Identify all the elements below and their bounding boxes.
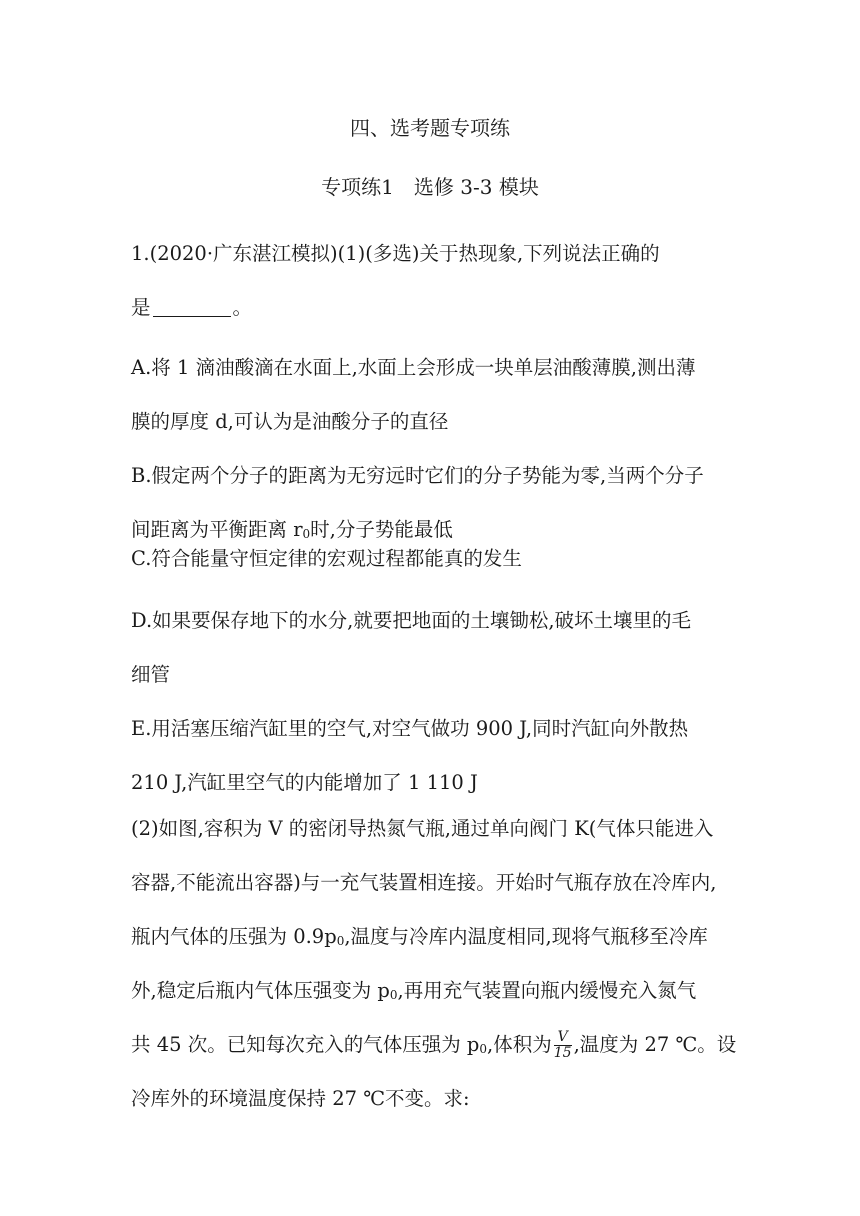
fraction-numerator: V — [554, 1030, 572, 1046]
subscript-zero: 0 — [479, 1042, 488, 1056]
subscript-zero: 0 — [302, 527, 311, 541]
question-stem — [131, 227, 741, 335]
section-title: 四、选考题专项练 — [350, 116, 510, 140]
option-a-line1: A.将 1 滴油酸滴在水面上,水面上会形成一块单层油酸薄膜,测出薄 — [131, 356, 696, 379]
option-e-line1: E.用活塞压缩汽缸里的空气,对空气做功 900 J,同时汽缸向外散热 — [131, 717, 689, 740]
option-c — [131, 532, 741, 586]
subscript-zero: 0 — [389, 988, 398, 1002]
question-stem-line2 — [131, 281, 741, 335]
part-2-line5-prefix: 共 45 次。已知每次充入的气体压强为 p — [131, 1033, 480, 1056]
question-stem-line1: 1.(2020·广东湛江模拟)(1)(多选)关于热现象,下列说法正确的 — [131, 242, 660, 265]
part-2-line3-suffix: ,温度与冷库内温度相同,现将气瓶移至冷库 — [344, 925, 708, 948]
part-2 — [131, 802, 741, 1126]
subsection-title: 专项练1 选修 3-3 模块 — [321, 175, 539, 199]
answer-blank — [153, 296, 231, 317]
option-c-line1: C.符合能量守恒定律的宏观过程都能真的发生 — [131, 547, 522, 570]
option-d — [131, 594, 741, 702]
part-2-line4 — [131, 964, 741, 1018]
option-e-line2: 210 J,汽缸里空气的内能增加了 1 110 J — [131, 771, 478, 794]
option-e — [131, 702, 741, 810]
volume-fraction — [554, 1030, 572, 1061]
stem-prefix: 是 — [131, 296, 151, 319]
part-2-line4-suffix: ,再用充气装置向瓶内缓慢充入氮气 — [397, 979, 697, 1002]
part-2-line5-suffix: ,温度为 27 ℃。设 — [573, 1033, 737, 1056]
option-a-line2: 膜的厚度 d,可认为是油酸分子的直径 — [131, 410, 449, 433]
part-2-line6: 冷库外的环境温度保持 27 ℃不变。求: — [131, 1087, 470, 1110]
part-2-line3 — [131, 910, 741, 964]
option-d-line1: D.如果要保存地下的水分,就要把地面的土壤锄松,破坏土壤里的毛 — [131, 609, 692, 632]
stem-suffix: 。 — [232, 296, 253, 319]
subscript-zero: 0 — [336, 934, 345, 948]
part-2-line5 — [131, 1018, 741, 1072]
part-2-line1: (2)如图,容积为 V 的密闭导热氮气瓶,通过单向阀门 K(气体只能进入 — [131, 817, 714, 840]
option-a — [131, 341, 741, 449]
option-b-line2-prefix: 间距离为平衡距离 r — [131, 518, 303, 541]
fraction-denominator: 15 — [553, 1045, 572, 1061]
part-2-line4-prefix: 外,稳定后瓶内气体压强变为 p — [131, 979, 390, 1002]
option-b-line2-suffix: 时,分子势能最低 — [310, 518, 453, 541]
option-b-line1: B.假定两个分子的距离为无穷远时它们的分子势能为零,当两个分子 — [131, 464, 704, 487]
part-2-line5-mid: ,体积为 — [487, 1033, 552, 1056]
option-d-line2: 细管 — [131, 663, 171, 686]
part-2-line3-prefix: 瓶内气体的压强为 0.9p — [131, 925, 337, 948]
part-2-line2: 容器,不能流出容器)与一充气装置相连接。开始时气瓶存放在冷库内, — [131, 871, 717, 894]
